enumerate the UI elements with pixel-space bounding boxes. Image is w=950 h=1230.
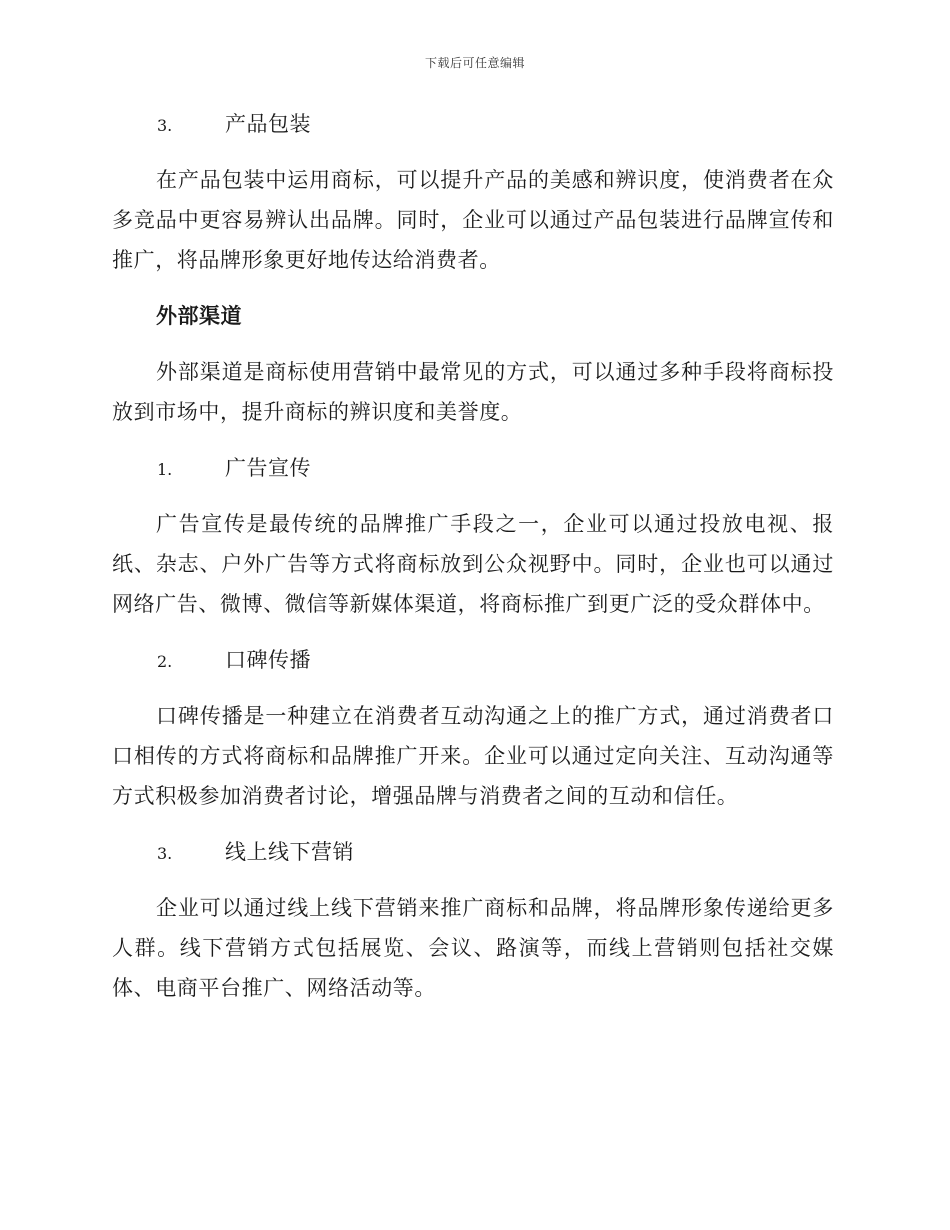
list-title: 广告宣传 <box>225 456 311 480</box>
paragraph-external: 外部渠道是商标使用营销中最常见的方式，可以通过多种手段将商标投放到市场中，提升商标的辨识度和美誉度。 <box>112 360 834 424</box>
paragraph-packaging: 在产品包装中运用商标，可以提升产品的美感和辨识度，使消费者在众多竞品中更容易辨认出品牌。同时，企业可以通过产品包装进行品牌宣传和推广，将品牌形象更好地传达给消费者。 <box>112 168 834 272</box>
paragraph-advertising: 广告宣传是最传统的品牌推广手段之一，企业可以通过投放电视、报纸、杂志、户外广告等方式将商标放到公众视野中。同时，企业也可以通过网络广告、微博、微信等新媒体渠道，将商标推广到更广泛的受众群体中。 <box>112 512 834 616</box>
list-heading-advertising <box>112 452 834 490</box>
section-title-external: 外部渠道 <box>156 304 242 328</box>
list-title: 线上线下营销 <box>225 840 354 864</box>
list-title: 产品包装 <box>225 112 311 136</box>
page-header: 下载后可任意编辑 <box>424 56 525 70</box>
list-number: 3. <box>157 116 173 135</box>
list-number: 2. <box>157 652 173 671</box>
list-number: 3. <box>157 844 173 863</box>
paragraph-online-offline: 企业可以通过线上线下营销来推广商标和品牌，将品牌形象传递给更多人群。线下营销方式包括展览、会议、路演等，而线上营销则包括社交媒体、电商平台推广、网络活动等。 <box>112 896 834 1000</box>
document-body <box>112 108 834 1028</box>
list-heading-word-of-mouth <box>112 644 834 682</box>
list-title: 口碑传播 <box>225 648 311 672</box>
paragraph-word-of-mouth: 口碑传播是一种建立在消费者互动沟通之上的推广方式，通过消费者口口相传的方式将商标和品牌推广开来。企业可以通过定向关注、互动沟通等方式积极参加消费者讨论，增强品牌与消费者之间的互动和信任。 <box>112 704 834 808</box>
list-heading-packaging <box>112 108 834 146</box>
list-heading-online-offline <box>112 836 834 874</box>
list-number: 1. <box>157 460 173 479</box>
